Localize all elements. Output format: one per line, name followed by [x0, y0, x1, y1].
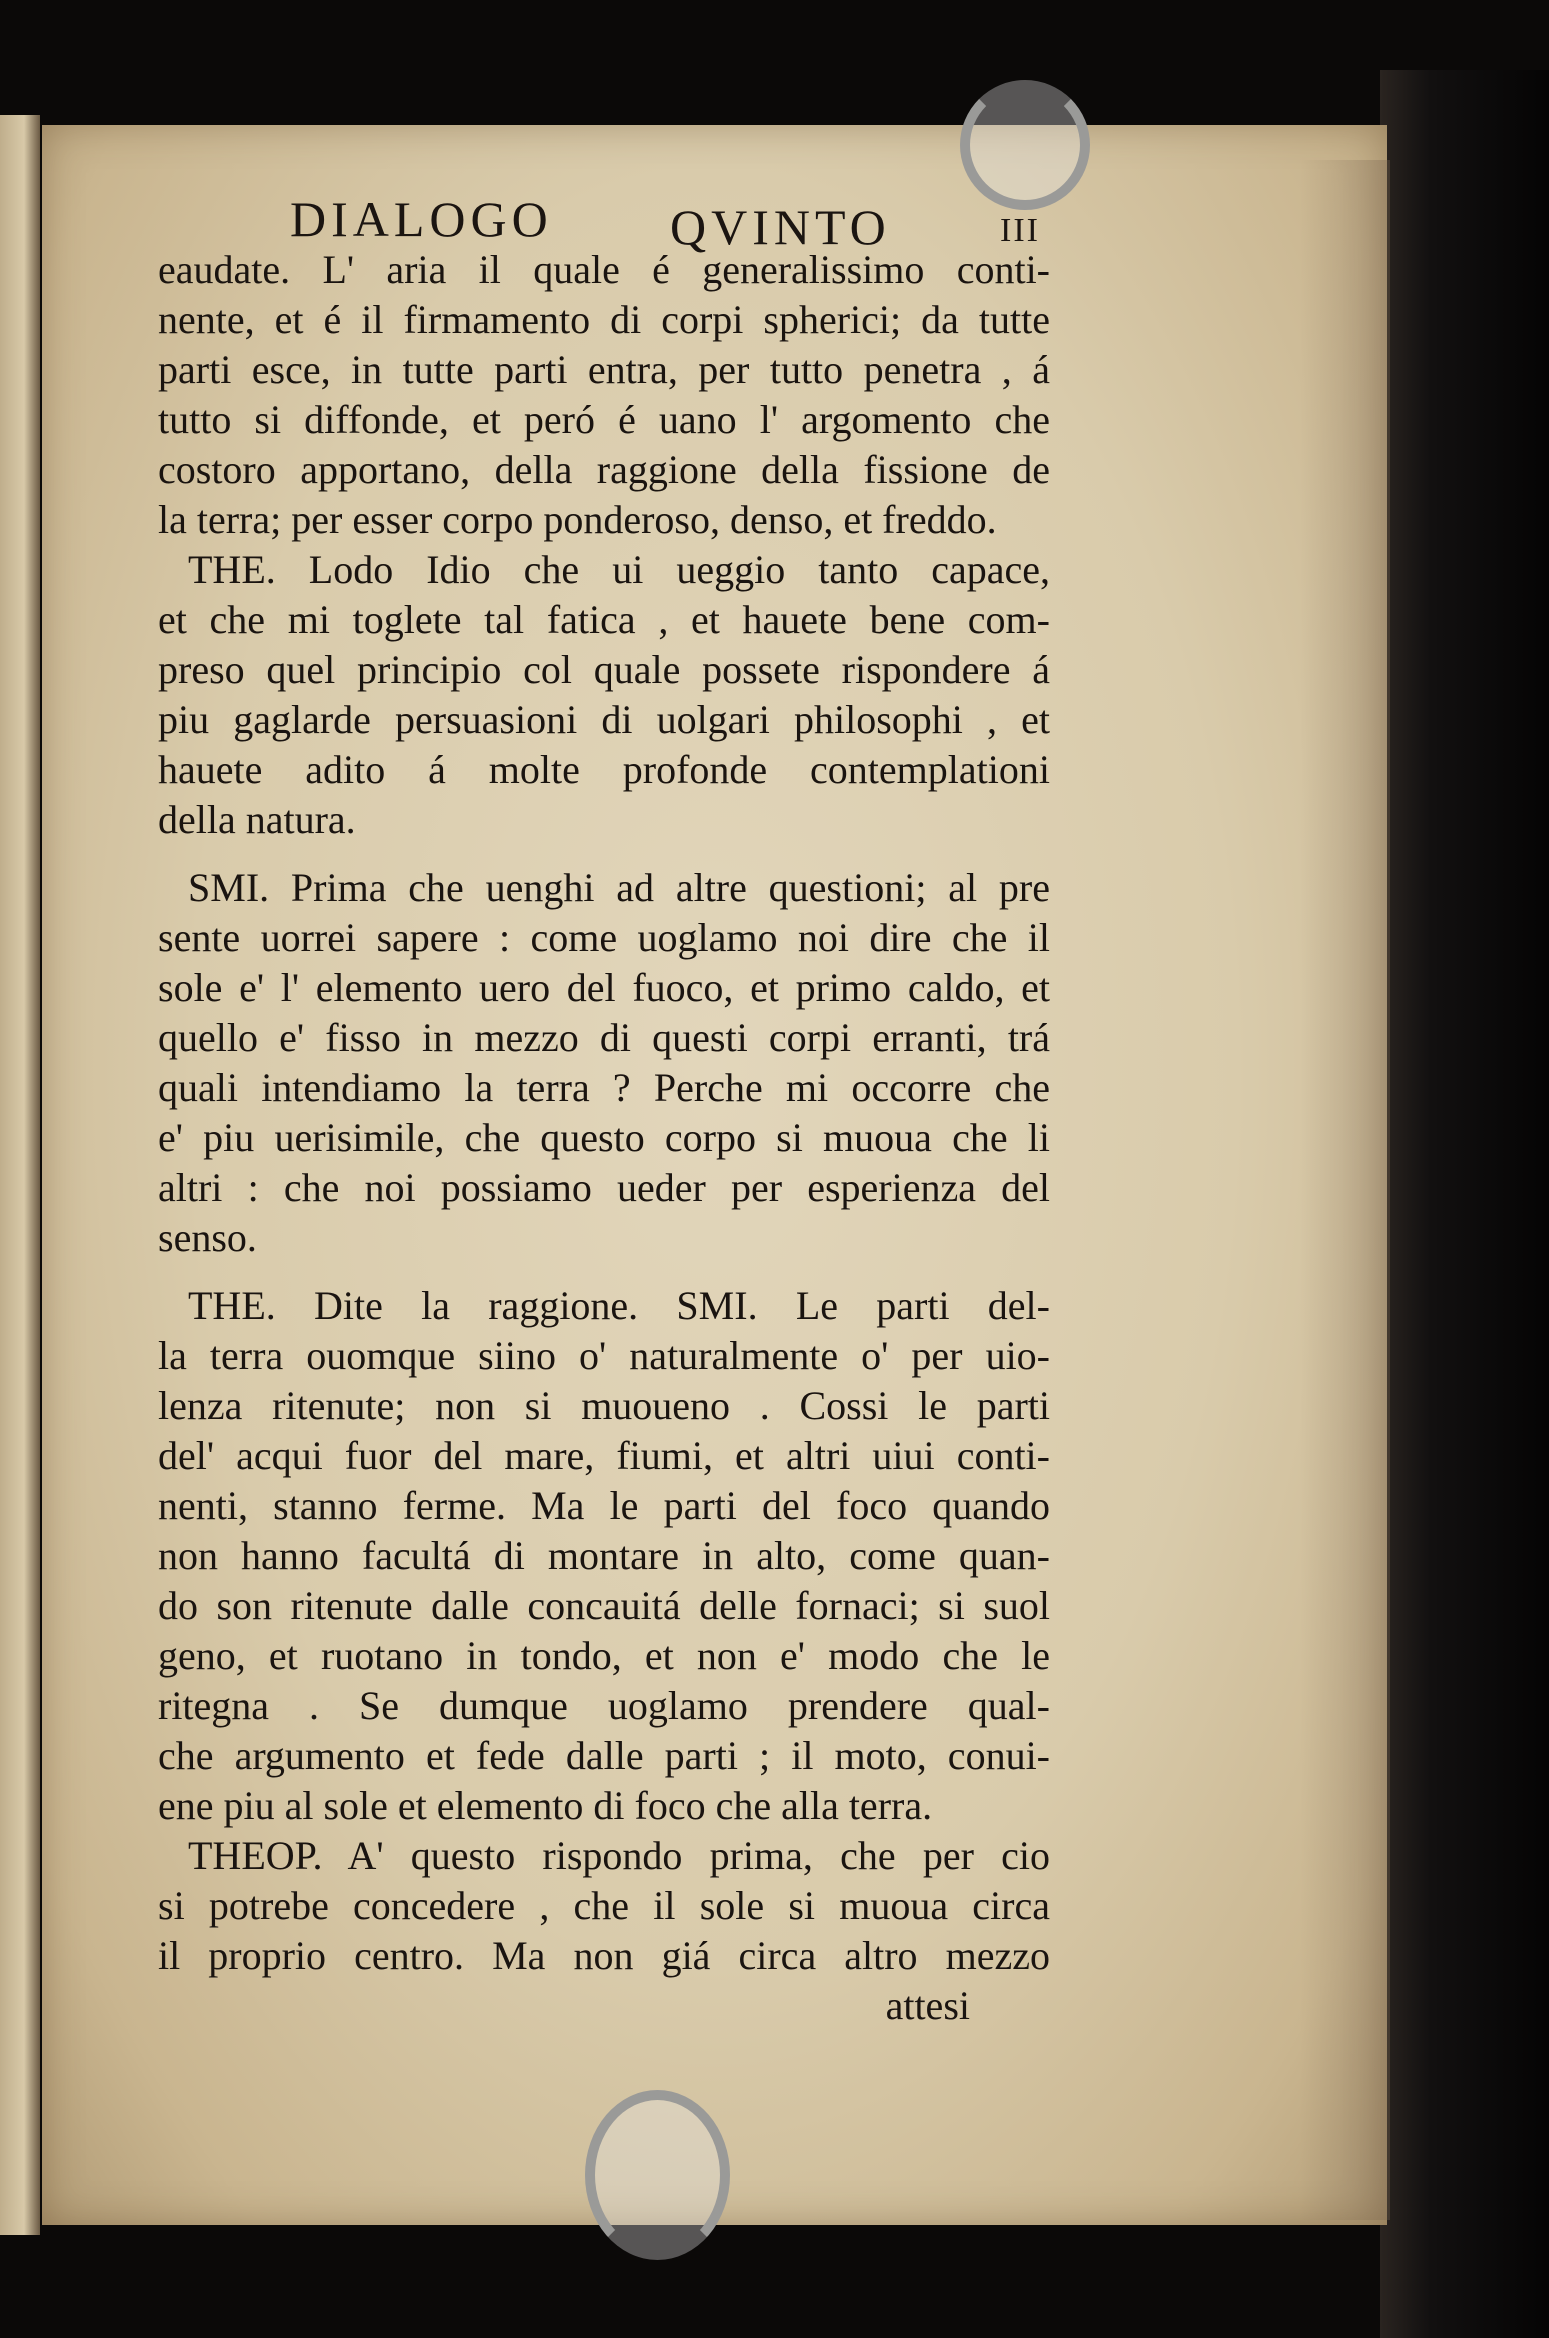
- text-line: piu gaglarde persuasioni di uolgari philosophi , et: [158, 697, 1050, 742]
- text-line: altri : che noi possiamo ueder per esperienza del: [158, 1165, 1050, 1210]
- text-line: do son ritenute dalle concauitá delle fornaci; si suol: [158, 1583, 1050, 1628]
- text-line: sole e' l' elemento uero del fuoco, et primo caldo, et: [158, 965, 1050, 1010]
- text-line: nente, et é il firmamento di corpi spherici; da tutte: [158, 297, 1050, 342]
- bottom-page-clip: [585, 2090, 730, 2260]
- body-text: [158, 245, 1050, 2031]
- text-line: quello e' fisso in mezzo di questi corpi erranti, trá: [158, 1015, 1050, 1060]
- text-line: la terra ouomque siino o' naturalmente o' per uio-: [158, 1333, 1050, 1378]
- header-title-right: QVINTO: [670, 199, 891, 255]
- text-line: quali intendiamo la terra ? Perche mi occorre che: [158, 1065, 1050, 1110]
- text-line: il proprio centro. Ma non giá circa altro mezzo: [158, 1933, 1050, 1978]
- text-line: preso quel principio col quale possete rispondere á: [158, 647, 1050, 692]
- text-line: THE. Dite la raggione. SMI. Le parti del-: [188, 1283, 1050, 1328]
- text-line: eaudate. L' aria il quale é generalissimo conti-: [158, 247, 1050, 292]
- text-line: nenti, stanno ferme. Ma le parti del foco quando: [158, 1483, 1050, 1528]
- text-line: la terra; per esser corpo ponderoso, denso, et freddo.: [158, 497, 997, 542]
- page-number: III: [1000, 212, 1040, 249]
- text-line: et che mi toglete tal fatica , et hauete bene com-: [158, 597, 1050, 642]
- text-line: che argumento et fede dalle parti ; il moto, conui-: [158, 1733, 1050, 1778]
- catchword: attesi: [885, 1983, 970, 2028]
- text-line: ene piu al sole et elemento di foco che alla terra.: [158, 1783, 933, 1828]
- header-title-left: DIALOGO: [290, 191, 553, 247]
- previous-page-edge: [0, 115, 40, 2235]
- text-line: hauete adito á molte profonde contemplationi: [158, 747, 1050, 792]
- book-binding: [1380, 70, 1549, 2338]
- text-line: geno, et ruotano in tondo, et non e' modo che le: [158, 1633, 1050, 1678]
- text-line: tutto si diffonde, et peró é uano l' argomento che: [158, 397, 1050, 442]
- text-line: THE. Lodo Idio che ui ueggio tanto capace,: [188, 547, 1050, 592]
- page-shadow: [1300, 160, 1390, 2220]
- text-line: non hanno facultá di montare in alto, come quan-: [158, 1533, 1050, 1578]
- text-line: lenza ritenute; non si muoueno . Cossi le parti: [158, 1383, 1050, 1428]
- text-line: ritegna . Se dumque uoglamo prendere qual-: [158, 1683, 1050, 1728]
- text-line: THEOP. A' questo rispondo prima, che per cio: [188, 1833, 1050, 1878]
- text-line: sente uorrei sapere : come uoglamo noi dire che il: [158, 915, 1050, 960]
- text-line: si potrebe concedere , che il sole si muoua circa: [158, 1883, 1050, 1928]
- text-line: parti esce, in tutte parti entra, per tutto penetra , á: [158, 347, 1050, 392]
- text-line: costoro apportano, della raggione della fissione de: [158, 447, 1050, 492]
- running-header: [290, 190, 1070, 255]
- text-line: della natura.: [158, 797, 356, 842]
- text-line: e' piu uerisimile, che questo corpo si muoua che li: [158, 1115, 1050, 1160]
- text-line: senso.: [158, 1215, 257, 1260]
- text-line: del' acqui fuor del mare, fiumi, et altri uiui conti-: [158, 1433, 1050, 1478]
- text-line: SMI. Prima che uenghi ad altre questioni; al pre: [188, 865, 1050, 910]
